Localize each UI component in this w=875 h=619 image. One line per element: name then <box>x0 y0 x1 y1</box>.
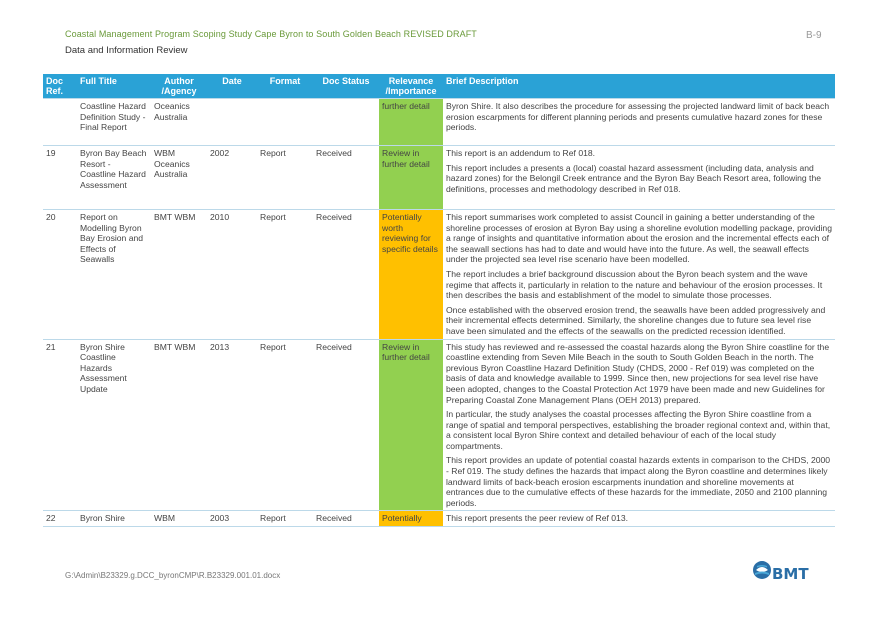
col-header-author: Author /Agency <box>151 74 207 99</box>
cell-relevance: Potentially worth reviewing for specific details <box>379 210 443 340</box>
cell-author: BMT WBM <box>151 339 207 511</box>
description-paragraph: This report provides an update of potential coastal hazards extents in comparison to the CHDS, 2000 - Ref 019. The study defines the hazards that impact along the Byron coastline and determines likely landward limits of back-beach erosion escarpments inundation and shoreline movements at entrances due to the cumulative effects of these hazards for the immediate, 2050 and 2100 planning periods. <box>446 455 831 508</box>
table-row <box>43 99 835 146</box>
cell-author: BMT WBM <box>151 210 207 340</box>
description-paragraph: Byron Shire. It also describes the procedure for assessing the projected landward limit of back beach erosion escarpments for different planning periods and presents cumulative hazard zones for these periods. <box>446 101 830 133</box>
cell-title: Report on Modelling Byron Bay Erosion and Effects of Seawalls <box>77 210 151 340</box>
table-header-row <box>43 74 835 99</box>
cell-title: Byron Bay Beach Resort - Coastline Hazard Assessment <box>77 146 151 210</box>
cell-title: Coastline Hazard Definition Study - Final Report <box>77 99 151 146</box>
table-row <box>43 146 835 210</box>
description-paragraph: In particular, the study analyses the coastal processes affecting the Byron Shire coastline from a range of spatial and temporal perspectives, establishing the broader regional context and, within that, a consistent local Byron Shire context and detailed behaviour of each of the local study compartments. <box>446 409 831 451</box>
cell-author: WBM Oceanics Australia <box>151 146 207 210</box>
cell-date <box>207 99 257 146</box>
cell-format: Report <box>257 146 313 210</box>
cell-description <box>443 99 835 146</box>
description-paragraph: This study has reviewed and re-assessed the coastal hazards along the Byron Shire coastline for the coastline extending from Seven Mile Beach in the south to South Golden Beach in the north. The previous Byron Coastline Hazard Definition Study (CHDS, 2000 - Ref 019) was completed on the basis of data and knowledge available to 1999. Since then, new projections for sea level rise have been adopted, changes to the Coastal Protection Act 1979 have been made and new Guidelines for Preparing Coastal Zone Management Plans (OEH 2013) prepared. <box>446 341 830 405</box>
cell-ref: 22 <box>43 511 77 527</box>
cell-ref: 19 <box>43 146 77 210</box>
description-paragraph: This report is an addendum to Ref 018. <box>446 148 596 158</box>
col-header-relevance: Relevance /Importance <box>379 74 443 99</box>
col-header-date: Date <box>207 74 257 99</box>
cell-date: 2002 <box>207 146 257 210</box>
page-number: B-9 <box>806 30 822 41</box>
cell-description <box>443 146 835 210</box>
col-header-format: Format <box>257 74 313 99</box>
cell-description <box>443 511 835 527</box>
description-paragraph: This report summarises work completed to assist Council in gaining a better understanding of the shoreline processes of erosion at Byron Bay using a shoreline evolution modelling package, providing a range of insights and quantitative information about the erosion and the incremental effects each of the seawall sections has had to date and would have into the future. As well, the seawall effects under the projected sea level rise scenario have been modelled. <box>446 212 832 265</box>
cell-format: Report <box>257 339 313 511</box>
bmt-logo-text: BMT <box>772 565 809 583</box>
cell-date: 2010 <box>207 210 257 340</box>
cell-ref: 21 <box>43 339 77 511</box>
cell-title: Byron Shire Coastline Hazards Assessment Update <box>77 339 151 511</box>
cell-format <box>257 99 313 146</box>
description-paragraph: Once established with the observed erosion trend, the seawalls have been added progressively and their incremental effects determined. Similarly, the shoreline changes due to future sea level rise have been simulated and the effects of the seawalls on the predicted recession identified. <box>446 304 826 336</box>
col-header-description: Brief Description <box>443 74 835 99</box>
cell-status: Received <box>313 146 379 210</box>
cell-ref: 20 <box>43 210 77 340</box>
cell-status: Received <box>313 511 379 527</box>
cell-title: Byron Shire <box>77 511 151 527</box>
cell-author: WBM <box>151 511 207 527</box>
cell-format: Report <box>257 511 313 527</box>
document-header-title: Coastal Management Program Scoping Study Cape Byron to South Golden Beach REVISED DRAFT <box>65 29 477 39</box>
table-row <box>43 511 835 527</box>
cell-ref <box>43 99 77 146</box>
col-header-ref: Doc Ref. <box>43 74 77 99</box>
cell-date: 2013 <box>207 339 257 511</box>
table-row <box>43 339 835 511</box>
description-paragraph: This report includes a presents a (local) coastal hazard assessment (including data, analysis and hazard zones) for the Belongil Creek entrance and the Byron Bay Beach Resort area, following the definitions, processes and methodology described in Ref 018. <box>446 162 821 194</box>
data-review-table <box>43 74 835 527</box>
cell-status <box>313 99 379 146</box>
cell-status: Received <box>313 210 379 340</box>
cell-description <box>443 339 835 511</box>
col-header-title: Full Title <box>77 74 151 99</box>
footer-file-path: G:\Admin\B23329.g.DCC_byronCMP\R.B23329.001.01.docx <box>65 571 281 580</box>
cell-relevance: Review in further detail <box>379 146 443 210</box>
cell-description <box>443 210 835 340</box>
cell-author: Oceanics Australia <box>151 99 207 146</box>
table-row <box>43 210 835 340</box>
cell-status: Received <box>313 339 379 511</box>
description-paragraph: The report includes a brief background discussion about the Byron beach system and the wave regime that affects it, particularly in relation to the nature and behaviour of the erosion processes. It then describes the basis and establishment of the model to simulate those processes. <box>446 268 823 301</box>
cell-format: Report <box>257 210 313 340</box>
section-subtitle: Data and Information Review <box>65 45 188 56</box>
col-header-status: Doc Status <box>313 74 379 99</box>
cell-relevance: further detail <box>379 99 443 146</box>
cell-relevance: Potentially <box>379 511 443 527</box>
cell-date: 2003 <box>207 511 257 527</box>
cell-relevance: Review in further detail <box>379 339 443 511</box>
description-paragraph: This report presents the peer review of Ref 013. <box>446 513 628 524</box>
